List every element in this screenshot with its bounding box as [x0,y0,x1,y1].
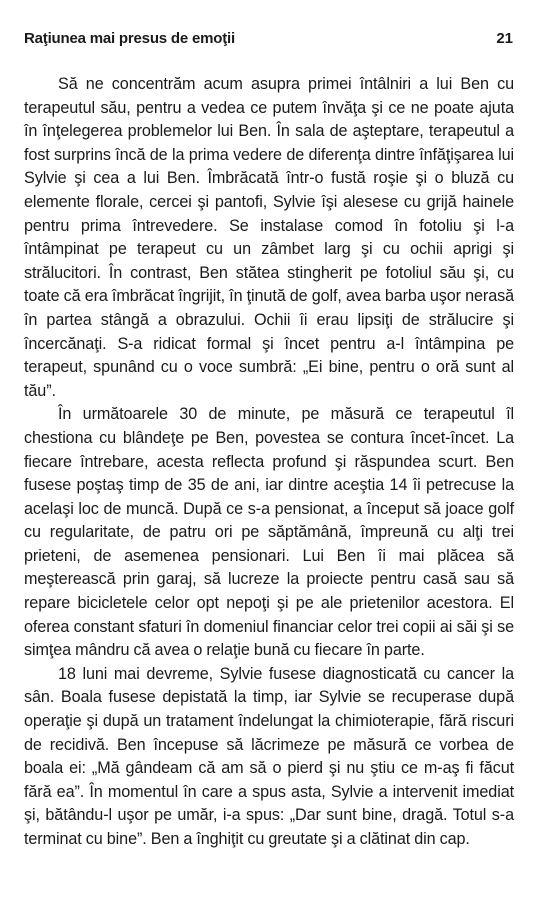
paragraph-2: În următoarele 30 de minute, pe măsură ce terapeutul îl chestiona cu blândeţe pe Ben, povestea se contura încet-încet. La fiecare întrebare, acesta reflecta profund şi răspundea scurt. Ben fusese poştaş timp de 35 de ani, iar dintre aceştia 14 îi petrecuse la acelaşi loc de muncă. După ce s-a pensionat, a început să joace golf cu regularitate, de patru ori pe săptămână, împreună cu alţi trei prieteni, de asemenea pensionari. Lui Ben îi mai plăcea să meşterească prin garaj, să lucreze la proiecte pentru casă sau să repare bicicletele celor opt nepoţi şi pe ale prietenilor acestora. El oferea constant sfaturi în domeniul financiar celor trei copii ai săi şi se simţea mândru că avea o relaţie bună cu fiecare în parte. [24,405,514,660]
body-text [24,73,514,852]
paragraph-3: 18 luni mai devreme, Sylvie fusese diagnosticată cu cancer la sân. Boala fusese depistată la timp, iar Sylvie se recuperase după operaţie şi după un tratament îndelungat la chimioterapie, fără riscuri de recidivă. Ben începuse să lăcrimeze pe măsură ce vorbea de boala ei: „Mă gândeam că am să o pierd şi nu ştiu ce m-aş fi făcut fără ea”. În momentul în care a spus asta, Sylvie a intervenit imediat şi, bătându-l uşor pe umăr, i-a spus: „Dar sunt bine, dragă. Totul s-a terminat cu bine”. Ben a înghiţit cu greutate şi a clătinat din cap. [24,664,514,848]
page-number: 21 [496,30,513,47]
paragraph-1: Să ne concentrăm acum asupra primei întâlniri a lui Ben cu terapeutul său, pentru a vedea ce putem învăţa şi ce ne poate ajuta în înţelegerea problemelor lui Ben. În sala de aşteptare, terapeutul a fost surprins încă de la prima vedere de diferenţa dintre înfăţişarea lui Sylvie şi cea a lui Ben. Îmbrăcată într-o fustă roşie şi o bluză cu elemente florale, cercei şi pantofi, Sylvie îşi alesese cu grijă hainele pentru prima întrevedere. Se instalase comod în fotoliu şi l-a întâmpinat pe terapeut cu un zâmbet larg şi cu ochii aprigi şi strălucitori. În contrast, Ben stătea stingherit pe fotoliul său şi, cu toate că era îmbrăcat îngrijit, în ţinută de golf, avea barba uşor nerasă în partea stângă a obrazului. Ochii îi erau lipsiţi de strălucire şi încercănaţi. S-a ridicat formal şi încet pentru a-l întâmpina pe terapeut, spunând cu o voce sumbră: „Ei bine, pentru o oră sunt al tău”. [24,75,514,400]
running-header [24,30,515,56]
chapter-title: Raţiunea mai presus de emoţii [24,30,235,47]
